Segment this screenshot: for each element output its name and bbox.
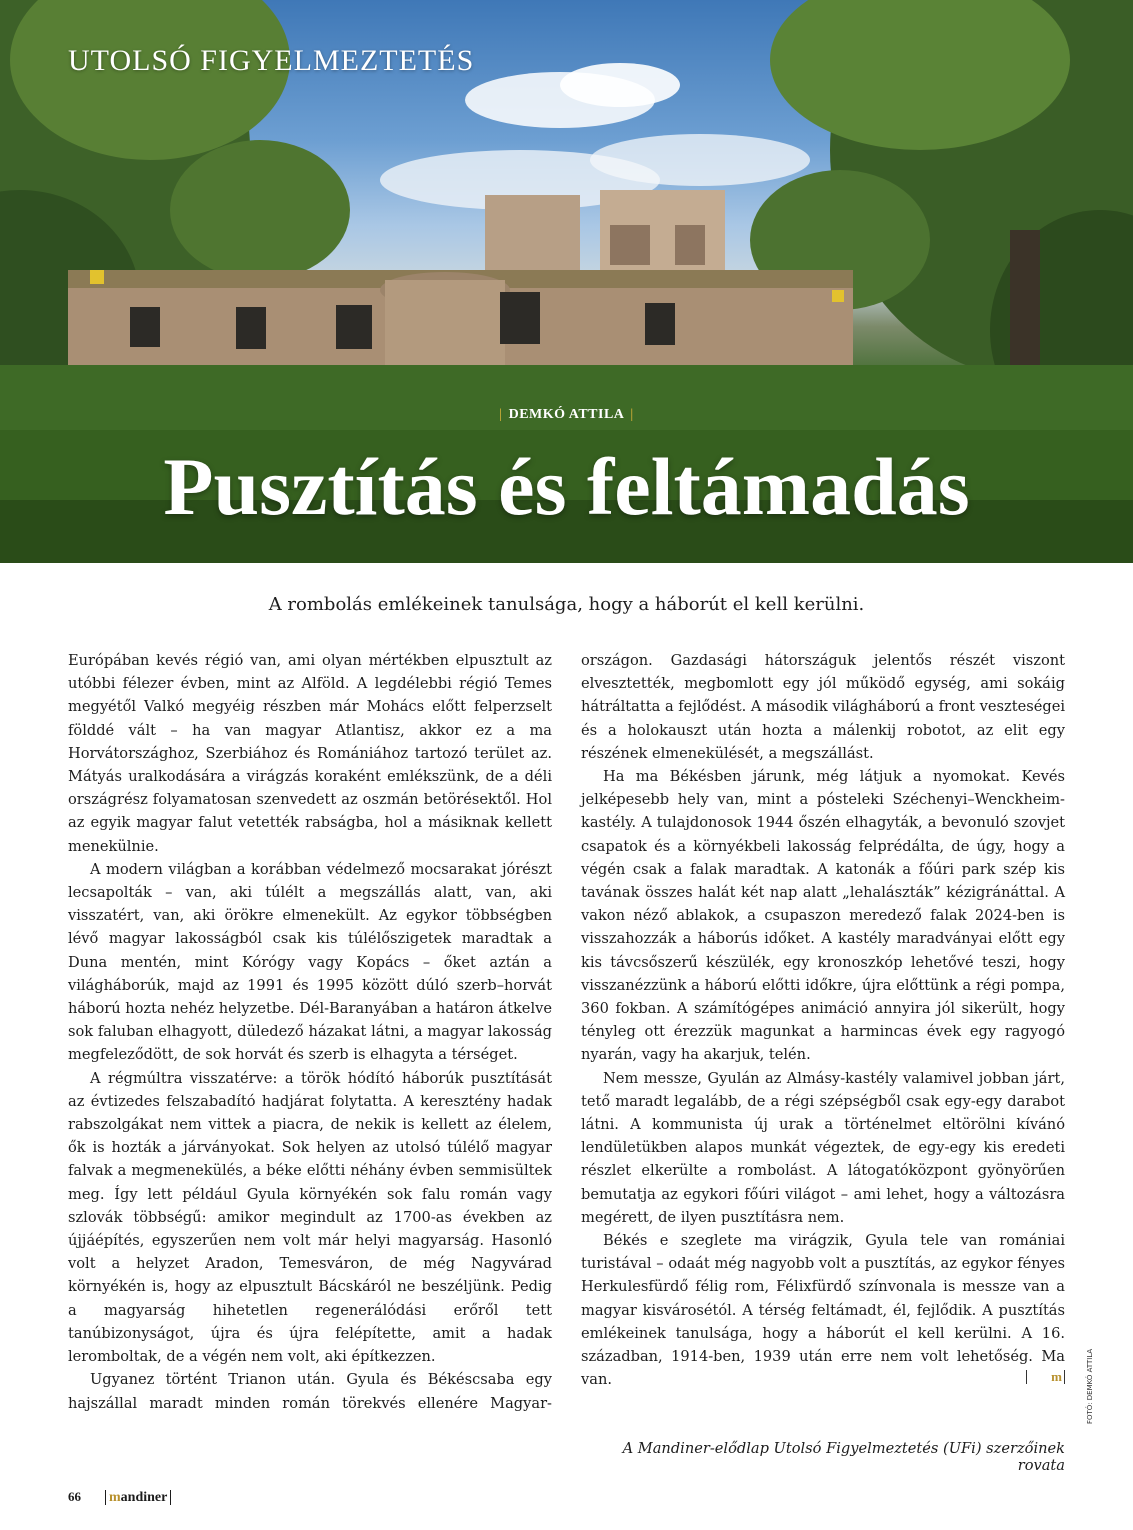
paragraph: Európában kevés régió van, ami olyan mértékben elpusztult az utóbbi félezer évben, mint az Alföld. A legdélebbi régió Temes megyétől Valkó megyéig részben már Mohács előtt felperzselt földdé vált – ha van magyar Atlantisz, akkor ez a ma Horvátországhoz, Szerbiához és Romániához tartozó terület az. Mátyás uralkodására a virágzás koraként emlékszünk, de a déli országrész folyamatosan szenvedett az oszmán betörésektől. Hol az egyik magyar falut vetették rabságba, hol a másiknak kellett menekülnie. <box>68 652 552 855</box>
paragraph <box>581 1229 1065 1391</box>
brand-logo-text: andiner <box>120 1489 168 1505</box>
hero-photo <box>0 0 1133 563</box>
byline <box>0 407 1133 423</box>
end-mark-logo: m <box>1026 1370 1065 1384</box>
paragraph: Nem messze, Gyulán az Almásy-kastély valamivel jobban járt, tető maradt legalább, de a régi szépségből csak egy-egy darabot látni. A kommunista új urak a történelmet eltörölni kívánó lendületükben alapos munkát végeztek, de egy-egy kis eredeti részlet elkerülte a rombolást. A látogatóközpont gyönyörűen bemutatja az egykori főúri világot – ami lehet, hogy a változásra megérett, de ilyen pusztításra nem. <box>581 1069 1065 1226</box>
column-tagline: A Mandiner-elődlap Utolsó Figyelmeztetés (UFi) szerzőinek rovata <box>622 1440 1065 1474</box>
article-column-left <box>68 649 552 1415</box>
brand-logo-m: m <box>109 1489 121 1505</box>
page-number: 66 <box>68 1489 81 1504</box>
paragraph: Ha ma Békésben járunk, még látjuk a nyomokat. Kevés jelképesebb hely van, mint a pósteleki Széchenyi–Wenckheim-kastély. A tulajdonosok 1944 őszén elhagyták, a bevonuló szovjet csapatok és a környékbeli lakosság felprédálta, de úgy, hogy a végén csak a falak maradtak. A katonák a főúri park szép kis tavának összes halát két nap alatt „lehalászták” kézigránáttal. A vakon néző ablakok, a csupaszon meredező falak 2024-ben is visszahozzák a háborús időket. A kastély maradványai előtt egy kis távcsőszerű készülék, egy kronoszkóp lehetővé teszi, hogy visszanézzünk a háború előtti időkre, újra előttünk a régi pompa, 360 fokban. A számítógépes animáció annyira jól sikerült, hogy tényleg ott érezzük magunkat a harmincas évek egy ragyogó nyarán, vagy ha akarjuk, telén. <box>581 768 1065 1064</box>
byline-bar-right: | <box>630 407 634 422</box>
article-column-right <box>581 649 1065 1392</box>
page-footer <box>68 1487 171 1507</box>
paragraph: A modern világban a korábban védelmező mocsarakat jórészt lecsapolták – van, aki túlélt a megszállás alatt, van, aki visszatért, van, aki örökre elmenekült. Az egykor többségben lévő magyar lakosságból csak kis túlélőszigetek maradtak a Duna mentén, mint Kórógy vagy Kopács – őket aztán a világháborúk, majd az 1991 és 1995 között dúló szerb–horvát háború hozta nehéz helyzetbe. Dél-Baranyában a határon átkelve sok faluban elhagyott, düledező házakat látni, a magyar lakosság megfeleződött, de sok horvát és szerb is elhagyta a térséget. <box>68 860 552 1064</box>
byline-bar-left: | <box>499 407 503 422</box>
photo-credit: FOTÓ: DEMKÓ ATTILA <box>1086 1348 1094 1424</box>
byline-author: DEMKÓ ATTILA <box>508 407 625 422</box>
paragraph: A régmúltra visszatérve: a török hódító háborúk pusztítását az évtizedes felszabadító hadjárat folytatta. A keresztény hadak rabszolgákat nem vittek a piacra, de nekik is kellett az élelem, ők is hozták a járványokat. Sok helyen az utolsó túlélő magyar falvak a megmenekülés, a béke előtti néhány évben semmisültek meg. Így lett például Gyula környékén sok falu román vagy szlovák többségű: amikor megindult az 1700-as években az újjáépítés, egyszerűen nem volt már helyi magyarság. Hasonló volt a helyzet Aradon, Temesváron, de még Nagyvárad környékén is, hogy az elpusztult Bácskáról ne beszéljünk. Pedig a magyarság hihetetlen regenerálódási erőről tett tanúbizonyságot, újra és újra felépítette, amit a hadak leromboltak, de a végén nem volt, aki építkezzen. <box>68 1069 552 1366</box>
paragraph: Ugyanez történt Trianon után. Gyula és Békéscsaba egy hajszállal maradt minden román törekvés ellenére Magyar- <box>68 1371 552 1412</box>
brand-logo <box>105 1490 171 1505</box>
section-kicker: UTOLSÓ FIGYELMEZTETÉS <box>68 44 475 77</box>
lead-text: A rombolás emlékeinek tanulsága, hogy a háborút el kell kerülni. <box>268 594 865 615</box>
paragraph: országon. Gazdasági hátországuk jelentős részét viszont elvesztették, megbomlott egy jól működő egység, ami sokáig hátráltatta a fejlődést. A második világháború a front veszteségei és a holokauszt után hozta a málenkij robotot, az elit egy részének elmenekülését, a megszállást. <box>581 652 1065 762</box>
paragraph-text: Békés e szeglete ma virágzik, Gyula tele van romániai turistával – odaát még nagyobb volt a pusztítás, az egykor fényes Herkulesfürdő félig rom, Félixfürdő színvonala is messze van a magyar kisvárosétól. A térség feltámadt, él, fejlődik. A pusztítás emlékeinek tanulsága, hogy a háborút el kell kerülni. A 16. században, 1914-ben, 1939 után erre nem volt lehetőség. Ma van. <box>581 1232 1065 1389</box>
page-title: Pusztítás és feltámadás <box>163 441 970 532</box>
